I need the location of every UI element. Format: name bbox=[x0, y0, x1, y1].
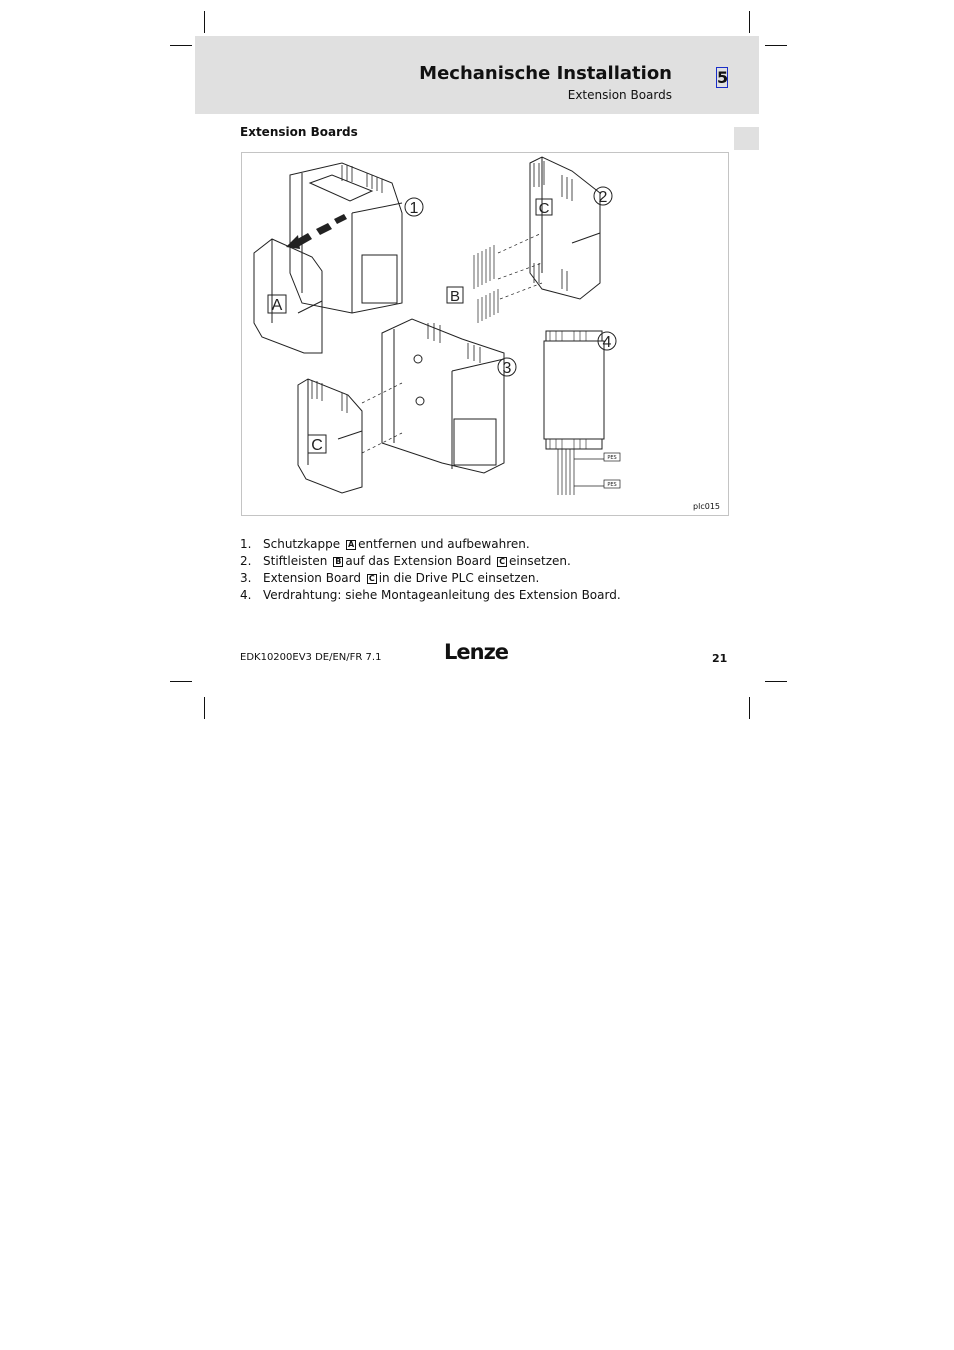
list-item bbox=[240, 553, 621, 570]
callout-1: 1 bbox=[409, 200, 419, 217]
callout-3: 3 bbox=[502, 360, 512, 377]
step-text: Extension Board bbox=[263, 571, 361, 585]
key-label: A bbox=[347, 540, 355, 549]
pes-label-2: PES bbox=[607, 482, 617, 488]
label-c-bottom: C bbox=[311, 437, 323, 454]
alignment-lines bbox=[498, 233, 542, 299]
figure-id: plc015 bbox=[693, 502, 720, 511]
section-heading: Extension Boards bbox=[240, 125, 358, 139]
steps-list bbox=[240, 536, 621, 604]
crop-mark bbox=[765, 45, 787, 46]
callout-2: 2 bbox=[598, 189, 608, 206]
installation-drawing bbox=[242, 153, 728, 515]
step-text: in die Drive PLC einsetzen. bbox=[378, 571, 540, 585]
chapter-number-link[interactable]: 5 bbox=[717, 68, 729, 87]
list-item bbox=[240, 570, 621, 587]
side-tab-marker bbox=[734, 127, 759, 150]
list-item bbox=[240, 587, 621, 604]
step-number: 2. bbox=[240, 554, 252, 568]
crop-mark bbox=[749, 11, 750, 33]
step-text: auf das Extension Board bbox=[345, 554, 492, 568]
step-text: entfernen und aufbewahren. bbox=[358, 537, 530, 551]
pes-label-1: PES bbox=[607, 455, 617, 461]
page-subtitle: Extension Boards bbox=[567, 88, 672, 102]
step-number: 4. bbox=[240, 588, 252, 602]
document-code: EDK10200EV3 DE/EN/FR 7.1 bbox=[240, 652, 382, 663]
step-text: Verdrahtung: siehe Montageanleitung des Extension Board. bbox=[263, 588, 621, 602]
wiring-board-step4 bbox=[544, 331, 620, 495]
installation-figure bbox=[241, 152, 729, 516]
callout-4: 4 bbox=[602, 334, 612, 351]
label-b: B bbox=[449, 288, 461, 305]
key-label: C bbox=[368, 574, 375, 583]
crop-mark bbox=[749, 697, 750, 719]
crop-mark bbox=[204, 697, 205, 719]
step-text: einsetzen. bbox=[509, 554, 571, 568]
list-item bbox=[240, 536, 621, 553]
step-number: 3. bbox=[240, 571, 252, 585]
crop-mark bbox=[170, 681, 192, 682]
page-header bbox=[195, 36, 759, 114]
step-text: Stiftleisten bbox=[263, 554, 328, 568]
extension-board-step2 bbox=[530, 157, 600, 299]
crop-mark bbox=[765, 681, 787, 682]
crop-mark bbox=[170, 45, 192, 46]
step-text: Schutzkappe bbox=[263, 537, 341, 551]
lenze-logo: Lenze bbox=[444, 640, 509, 664]
key-label: C bbox=[499, 557, 506, 566]
pin-header-b bbox=[474, 245, 498, 323]
page-title: Mechanische Installation bbox=[419, 63, 672, 84]
page-number: 21 bbox=[712, 652, 728, 665]
key-label: B bbox=[335, 557, 342, 566]
crop-mark bbox=[204, 11, 205, 33]
label-a: A bbox=[271, 297, 283, 314]
label-c-top: C bbox=[538, 200, 550, 217]
protective-cover-a bbox=[254, 239, 322, 353]
removal-arrow bbox=[286, 214, 347, 249]
drive-plc-step3 bbox=[382, 319, 504, 473]
step-number: 1. bbox=[240, 537, 252, 551]
